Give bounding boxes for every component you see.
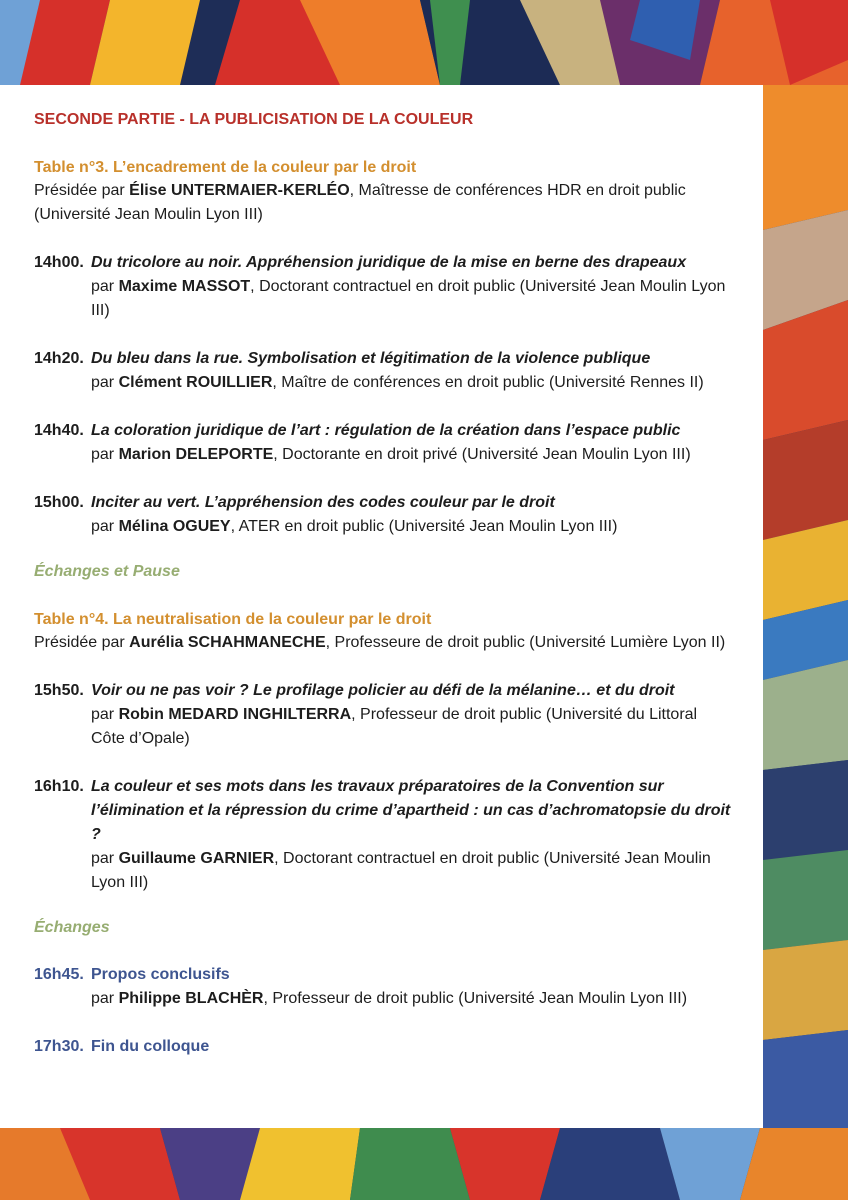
speaker-name: Clément ROUILLIER [118,374,273,391]
talk-body [91,251,733,323]
speaker-prefix: par [91,446,119,463]
talk-title: Du tricolore au noir. Appréhension juridique de la mise en berne des drapeaux [91,254,687,271]
talk-speaker [91,847,733,895]
speaker-name: Philippe BLACHÈR [118,990,264,1007]
speaker-prefix: par [91,278,119,295]
talk-time: 14h20. [34,350,84,367]
speaker-name: Guillaume GARNIER [118,850,275,867]
speaker-name: Mélina OGUEY [118,518,231,535]
talk-title: La couleur et ses mots dans les travaux préparatoires de la Convention sur l’élimination et la répression du crime d’apartheid : un cas d’achromatopsie du droit ? [91,778,731,843]
talk-item [34,775,733,895]
speaker-prefix: par [91,850,119,867]
talk-speaker [91,275,733,323]
table-3-chair [34,179,733,227]
talk-item [34,679,733,751]
table-4-chair [34,631,733,655]
closing-speaker [91,987,733,1011]
talk-body [91,679,733,751]
end-body [91,1035,733,1059]
end-title: Fin du colloque [91,1038,210,1055]
speaker-affiliation: , ATER en droit public (Université Jean Moulin Lyon III) [230,518,618,535]
speaker-affiliation: , Doctorante en droit privé (Université Jean Moulin Lyon III) [273,446,691,463]
talk-body [91,775,733,895]
closing-time: 16h45. [34,966,84,983]
closing-title: Propos conclusifs [91,966,230,983]
talk-time: 15h50. [34,682,84,699]
program-panel [0,85,763,1128]
speaker-name: Marion DELEPORTE [118,446,274,463]
chair-affiliation: , Maîtresse de conférences HDR en droit public (Université Jean Moulin Lyon III) [34,182,686,223]
speaker-name: Maxime MASSOT [118,278,251,295]
table-4-title: Table n°4. La neutralisation de la couleur par le droit [34,611,432,628]
talk-title: Du bleu dans la rue. Symbolisation et légitimation de la violence publique [91,350,651,367]
talk-speaker [91,371,733,395]
talk-speaker [91,703,733,751]
speaker-prefix: par [91,990,119,1007]
speaker-affiliation: , Maître de conférences en droit public (Université Rennes II) [272,374,704,391]
talk-title: Inciter au vert. L’appréhension des codes couleur par le droit [91,494,555,511]
speaker-affiliation: , Doctorant contractuel en droit public (Université Jean Moulin Lyon III) [91,850,711,891]
speaker-affiliation: , Professeur de droit public (Université du Littoral Côte d’Opale) [91,706,698,747]
closing-body [91,963,733,1011]
speaker-prefix: par [91,374,119,391]
talk-time: 14h40. [34,422,84,439]
end-item [34,1035,733,1059]
talk-item [34,251,733,323]
talk-body [91,491,733,539]
talk-item [34,347,733,395]
section-title: SECONDE PARTIE - LA PUBLICISATION DE LA COULEUR [34,111,474,128]
talk-title: La coloration juridique de l’art : régulation de la création dans l’espace public [91,422,681,439]
talk-time: 15h00. [34,494,84,511]
talk-time: 16h10. [34,778,84,795]
speaker-affiliation: , Professeur de droit public (Université Jean Moulin Lyon III) [263,990,688,1007]
talk-time: 14h00. [34,254,84,271]
talk-speaker [91,515,733,539]
speaker-prefix: par [91,706,119,723]
talk-item [34,419,733,467]
table-3-title: Table n°3. L’encadrement de la couleur par le droit [34,159,417,176]
chair-name: Élise UNTERMAIER-KERLÉO [129,182,350,199]
talk-body [91,347,733,395]
talk-title: Voir ou ne pas voir ? Le profilage policier au défi de la mélanine… et du droit [91,682,675,699]
chair-prefix: Présidée par [34,182,130,199]
talk-item [34,491,733,539]
discussion-label: Échanges [34,919,110,936]
end-time: 17h30. [34,1038,84,1055]
closing-item [34,963,733,1011]
chair-affiliation: , Professeure de droit public (Université Lumière Lyon II) [325,634,726,651]
speaker-affiliation: , Doctorant contractuel en droit public (Université Jean Moulin Lyon III) [91,278,726,319]
speaker-prefix: par [91,518,119,535]
break-label: Échanges et Pause [34,563,180,580]
talk-speaker [91,443,733,467]
chair-prefix: Présidée par [34,634,130,651]
chair-name: Aurélia SCHAHMANECHE [129,634,326,651]
speaker-name: Robin MEDARD INGHILTERRA [118,706,352,723]
talk-body [91,419,733,467]
